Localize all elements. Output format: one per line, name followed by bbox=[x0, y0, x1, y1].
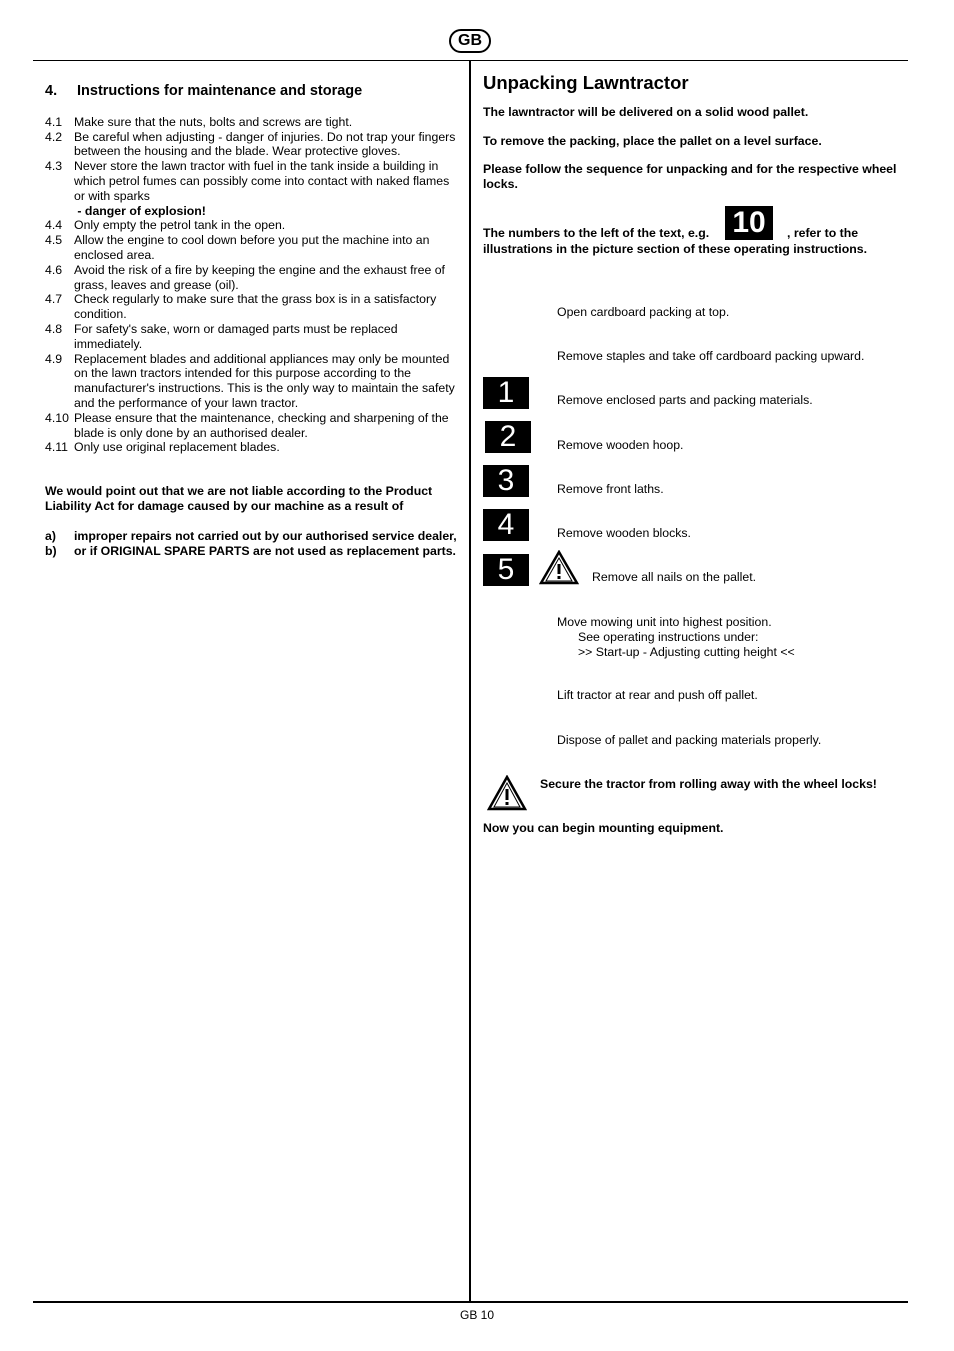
intro-paragraph-3: Please follow the sequence for unpacking and for the respective wheel locks. bbox=[483, 162, 897, 192]
item-number: 4.8 bbox=[45, 321, 63, 336]
step-text: Dispose of pallet and packing materials properly. bbox=[557, 733, 822, 747]
step-subtext: >> Start-up - Adjusting cutting height << bbox=[578, 645, 795, 659]
item-number: 4.10 bbox=[45, 410, 69, 425]
item-text: Replacement blades and additional appliances may only be mounted on the lawn tractors intended for this purpose according to the manufacturer's instructions. This is the only way to maintain the safety and the performance of your lawn tractor. bbox=[74, 351, 455, 410]
item-text bbox=[74, 159, 460, 218]
list-item bbox=[45, 218, 460, 233]
note-line-2: illustrations in the picture section of these operating instructions. bbox=[483, 241, 867, 256]
item-text: Avoid the risk of a fire by keeping the engine and the exhaust free of grass, leaves and grease (oil). bbox=[74, 262, 445, 292]
danger-warning: - danger of explosion! bbox=[77, 203, 206, 218]
step-number-box: 1 bbox=[483, 377, 529, 409]
step-number-box: 3 bbox=[483, 465, 529, 497]
list-item bbox=[45, 440, 460, 455]
number-reference-note bbox=[483, 206, 903, 242]
wheel-lock-warning: Secure the tractor from rolling away with the wheel locks! bbox=[540, 777, 877, 791]
bottom-rule bbox=[33, 1301, 908, 1303]
example-number-box: 10 bbox=[725, 206, 773, 240]
item-number: 4.6 bbox=[45, 262, 63, 277]
step-text: Remove wooden blocks. bbox=[557, 526, 691, 540]
section-title: Instructions for maintenance and storage bbox=[77, 83, 363, 99]
item-number: 4.9 bbox=[45, 351, 63, 366]
intro-paragraph-2: To remove the packing, place the pallet on a level surface. bbox=[483, 133, 822, 148]
item-number: 4.1 bbox=[45, 114, 63, 129]
page-title: Unpacking Lawntractor bbox=[483, 72, 689, 93]
item-number: 4.3 bbox=[45, 159, 63, 174]
list-item bbox=[45, 159, 460, 218]
list-item bbox=[45, 130, 460, 160]
step-text: Remove enclosed parts and packing materials. bbox=[557, 393, 813, 407]
item-text-main: Never store the lawn tractor with fuel in the tank inside a building in which petrol fumes can possibly come into contact with naked flames or with sparks bbox=[74, 159, 450, 203]
list-item bbox=[45, 322, 460, 352]
step-text: Open cardboard packing at top. bbox=[557, 305, 730, 319]
step-number-box: 5 bbox=[483, 554, 529, 586]
step-text: Remove wooden hoop. bbox=[557, 438, 684, 452]
item-number: 4.7 bbox=[45, 292, 63, 307]
item-text: For safety's sake, worn or damaged parts must be replaced immediately. bbox=[74, 321, 398, 351]
item-text: Allow the engine to cool down before you put the machine into an enclosed area. bbox=[74, 233, 430, 262]
note-after: , refer to the bbox=[787, 225, 859, 240]
item-number: 4.4 bbox=[45, 218, 63, 233]
item-text: Please ensure that the maintenance, checking and sharpening of the blade is only done by an authorised dealer. bbox=[74, 410, 449, 440]
bullet-text: improper repairs not carried out by our authorised service dealer, bbox=[74, 528, 457, 543]
list-item bbox=[45, 115, 460, 130]
item-number: 4.11 bbox=[45, 440, 69, 455]
step-subtext: See operating instructions under: bbox=[578, 630, 759, 644]
liability-conditions bbox=[45, 529, 460, 559]
step-text: Remove staples and take off cardboard packing upward. bbox=[557, 349, 865, 363]
list-item bbox=[45, 544, 460, 559]
country-badge: GB bbox=[449, 29, 491, 53]
list-item bbox=[45, 352, 460, 411]
step-text: Lift tractor at rear and push off pallet. bbox=[557, 688, 758, 702]
item-text: Make sure that the nuts, bolts and screws are tight. bbox=[74, 114, 353, 129]
bullet-label: a) bbox=[45, 528, 56, 543]
bullet-text: or if ORIGINAL SPARE PARTS are not used as replacement parts. bbox=[74, 543, 456, 558]
step-text: Remove all nails on the pallet. bbox=[592, 570, 757, 584]
list-item bbox=[45, 411, 460, 441]
step-text: Move mowing unit into highest position. bbox=[557, 615, 772, 629]
list-item bbox=[45, 263, 460, 293]
liability-statement: We would point out that we are not liable according to the Product Liability Act for damage caused by our machine as a result of bbox=[45, 484, 433, 513]
list-item bbox=[45, 292, 460, 322]
column-divider bbox=[469, 61, 471, 1302]
closing-note: Now you can begin mounting equipment. bbox=[483, 821, 724, 835]
item-number: 4.2 bbox=[45, 129, 63, 144]
maintenance-section bbox=[45, 84, 460, 558]
bullet-label: b) bbox=[45, 543, 57, 558]
warning-icon bbox=[539, 550, 579, 585]
step-text: Remove front laths. bbox=[557, 482, 664, 496]
section-number: 4. bbox=[45, 83, 58, 99]
item-text: Check regularly to make sure that the grass box is in a satisfactory condition. bbox=[74, 292, 437, 322]
step-number-box: 2 bbox=[485, 421, 531, 453]
section-heading bbox=[45, 84, 460, 99]
item-number: 4.5 bbox=[45, 233, 63, 248]
item-text: Only use original replacement blades. bbox=[74, 440, 280, 455]
unpacking-section bbox=[483, 72, 903, 257]
list-item bbox=[45, 529, 460, 544]
list-item bbox=[45, 233, 460, 263]
intro-paragraph-1: The lawntractor will be delivered on a solid wood pallet. bbox=[483, 104, 809, 119]
item-text: Only empty the petrol tank in the open. bbox=[74, 218, 286, 233]
item-text: Be careful when adjusting - danger of injuries. Do not trap your fingers between the housing and the blade. Wear protective gloves. bbox=[74, 129, 456, 159]
warning-icon bbox=[487, 775, 527, 811]
note-before: The numbers to the left of the text, e.g. bbox=[483, 225, 710, 240]
step-number-box: 4 bbox=[483, 509, 529, 541]
page-number: GB 10 bbox=[459, 1308, 495, 1322]
